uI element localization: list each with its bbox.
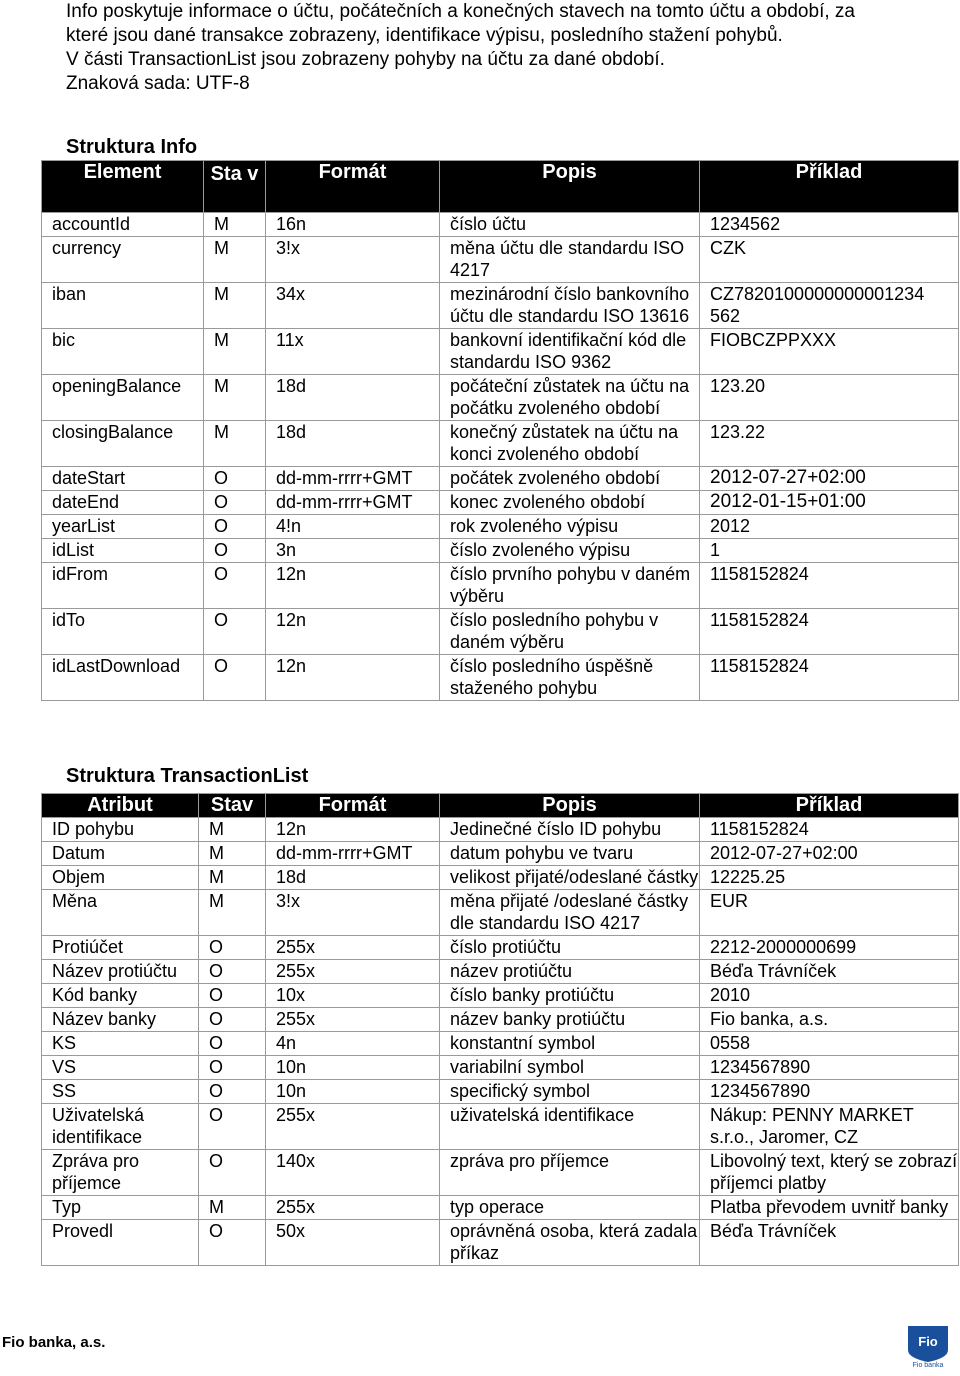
cell-element: dateEnd — [42, 491, 204, 515]
table-row — [42, 237, 959, 283]
table-row — [42, 655, 959, 701]
tx-header-row — [42, 794, 959, 818]
table-row — [42, 1008, 959, 1032]
info-section-title: Struktura Info — [66, 136, 198, 158]
cell-popis: bankovní identifikační kód dle standardu ISO 9362 — [440, 329, 700, 375]
cell-priklad: 1234567890 — [700, 1056, 959, 1080]
table-row — [42, 1104, 959, 1150]
cell-element: openingBalance — [42, 375, 204, 421]
cell-popis: velikost přijaté/odeslané částky — [440, 866, 700, 890]
cell-element: currency — [42, 237, 204, 283]
cell-atribut: Typ — [42, 1196, 199, 1220]
cell-stav: M — [199, 842, 266, 866]
cell-stav: M — [204, 213, 266, 237]
cell-atribut: Provedl — [42, 1220, 199, 1266]
table-row — [42, 375, 959, 421]
cell-popis: konec zvoleného období — [440, 491, 700, 515]
cell-format: 34x — [266, 283, 440, 329]
cell-format: 12n — [266, 609, 440, 655]
cell-popis: mezinárodní číslo bankovního účtu dle standardu ISO 13616 — [440, 283, 700, 329]
cell-stav: O — [199, 960, 266, 984]
cell-stav: O — [204, 467, 266, 491]
cell-priklad: 1158152824 — [700, 655, 959, 701]
table-row — [42, 842, 959, 866]
cell-format: 50x — [266, 1220, 440, 1266]
cell-format: 11x — [266, 329, 440, 375]
cell-priklad: EUR — [700, 890, 959, 936]
intro-line: Info poskytuje informace o účtu, počátečních a konečných stavech na tomto účtu a období, za — [66, 1, 855, 22]
cell-stav: O — [204, 515, 266, 539]
table-row — [42, 1220, 959, 1266]
cell-format: dd-mm-rrrr+GMT — [266, 491, 440, 515]
cell-priklad: 1158152824 — [700, 563, 959, 609]
cell-element: closingBalance — [42, 421, 204, 467]
cell-format: 3!x — [266, 890, 440, 936]
cell-popis: datum pohybu ve tvaru — [440, 842, 700, 866]
intro-charset-line: Znaková sada: UTF-8 — [66, 73, 250, 94]
cell-atribut: Objem — [42, 866, 199, 890]
cell-stav: O — [199, 984, 266, 1008]
cell-element: iban — [42, 283, 204, 329]
cell-priklad: 123.20 — [700, 375, 959, 421]
cell-atribut: Měna — [42, 890, 199, 936]
cell-format: 12n — [266, 818, 440, 842]
cell-atribut: SS — [42, 1080, 199, 1104]
cell-stav: O — [204, 563, 266, 609]
cell-stav: M — [199, 818, 266, 842]
info-table-body — [42, 213, 959, 701]
cell-priklad: Fio banka, a.s. — [700, 1008, 959, 1032]
cell-format: 10n — [266, 1056, 440, 1080]
cell-priklad: 1158152824 — [700, 609, 959, 655]
header-priklad: Příklad — [700, 794, 959, 818]
cell-priklad: CZK — [700, 237, 959, 283]
header-format: Formát — [266, 794, 440, 818]
cell-popis: typ operace — [440, 1196, 700, 1220]
cell-element: yearList — [42, 515, 204, 539]
cell-element: dateStart — [42, 467, 204, 491]
cell-format: 255x — [266, 936, 440, 960]
cell-popis: číslo protiúčtu — [440, 936, 700, 960]
cell-priklad: 1 — [700, 539, 959, 563]
cell-popis: počátek zvoleného období — [440, 467, 700, 491]
cell-popis: konstantní symbol — [440, 1032, 700, 1056]
cell-stav: O — [204, 655, 266, 701]
cell-format: 255x — [266, 1196, 440, 1220]
table-row — [42, 539, 959, 563]
cell-stav: O — [199, 1104, 266, 1150]
intro-text — [66, 0, 946, 96]
cell-priklad: 0558 — [700, 1032, 959, 1056]
cell-priklad: 2010 — [700, 984, 959, 1008]
cell-priklad: 123.22 — [700, 421, 959, 467]
cell-popis: název banky protiúčtu — [440, 1008, 700, 1032]
table-row — [42, 329, 959, 375]
cell-atribut: ID pohybu — [42, 818, 199, 842]
cell-atribut: Uživatelská identifikace — [42, 1104, 199, 1150]
cell-popis: číslo účtu — [440, 213, 700, 237]
info-header-row — [42, 161, 959, 213]
info-structure-table — [41, 160, 959, 701]
cell-priklad: Béďa Trávníček — [700, 960, 959, 984]
cell-atribut: Název protiúčtu — [42, 960, 199, 984]
cell-format: 4n — [266, 1032, 440, 1056]
cell-popis: konečný zůstatek na účtu na konci zvoleného období — [440, 421, 700, 467]
table-row — [42, 283, 959, 329]
cell-stav: O — [199, 936, 266, 960]
cell-popis: číslo zvoleného výpisu — [440, 539, 700, 563]
fio-bank-logo — [902, 1320, 954, 1368]
cell-format: 18d — [266, 421, 440, 467]
cell-stav: O — [199, 1080, 266, 1104]
table-row — [42, 1032, 959, 1056]
cell-format: dd-mm-rrrr+GMT — [266, 842, 440, 866]
cell-popis: měna účtu dle standardu ISO 4217 — [440, 237, 700, 283]
cell-format: 16n — [266, 213, 440, 237]
cell-stav: M — [199, 866, 266, 890]
cell-priklad: Platba převodem uvnitř banky — [700, 1196, 959, 1220]
table-row — [42, 515, 959, 539]
cell-atribut: Zpráva pro příjemce — [42, 1150, 199, 1196]
cell-stav: M — [199, 890, 266, 936]
cell-popis: název protiúčtu — [440, 960, 700, 984]
cell-popis: počáteční zůstatek na účtu na počátku zvoleného období — [440, 375, 700, 421]
cell-atribut: Datum — [42, 842, 199, 866]
transactionlist-section-title: Struktura TransactionList — [66, 765, 309, 787]
cell-stav: M — [204, 329, 266, 375]
intro-line: V části TransactionList jsou zobrazeny pohyby na účtu za dané období. — [66, 49, 665, 70]
cell-priklad: CZ7820100000000001234 562 — [700, 283, 959, 329]
cell-atribut: KS — [42, 1032, 199, 1056]
cell-format: 255x — [266, 1008, 440, 1032]
logo-caption: Fio banka — [912, 1362, 944, 1368]
cell-format: 18d — [266, 375, 440, 421]
cell-stav: O — [204, 609, 266, 655]
cell-popis: specifický symbol — [440, 1080, 700, 1104]
header-format: Formát — [266, 161, 440, 213]
table-row — [42, 1150, 959, 1196]
cell-stav: O — [199, 1220, 266, 1266]
cell-priklad: 1234562 — [700, 213, 959, 237]
cell-popis: měna přijaté /odeslané částky dle standardu ISO 4217 — [440, 890, 700, 936]
cell-popis: číslo posledního pohybu v daném výběru — [440, 609, 700, 655]
cell-element: idTo — [42, 609, 204, 655]
table-row — [42, 960, 959, 984]
cell-popis: číslo banky protiúčtu — [440, 984, 700, 1008]
table-row — [42, 936, 959, 960]
table-row — [42, 984, 959, 1008]
header-element: Element — [42, 161, 204, 213]
cell-popis: variabilní symbol — [440, 1056, 700, 1080]
cell-popis: číslo prvního pohybu v daném výběru — [440, 563, 700, 609]
transactionlist-structure-table — [41, 793, 959, 1266]
logo-text: Fio — [918, 1334, 938, 1349]
cell-stav: M — [204, 237, 266, 283]
cell-format: 3!x — [266, 237, 440, 283]
cell-format: 10n — [266, 1080, 440, 1104]
table-row — [42, 563, 959, 609]
table-row — [42, 1080, 959, 1104]
table-row — [42, 467, 959, 491]
cell-format: 3n — [266, 539, 440, 563]
header-priklad: Příklad — [700, 161, 959, 213]
cell-format: 18d — [266, 866, 440, 890]
cell-format: 10x — [266, 984, 440, 1008]
table-row — [42, 1056, 959, 1080]
cell-stav: M — [199, 1196, 266, 1220]
header-popis: Popis — [440, 794, 700, 818]
table-row — [42, 609, 959, 655]
cell-priklad: 2012-07-27+02:00 — [700, 842, 959, 866]
cell-priklad: 2012-01-15+01:00 — [700, 491, 959, 515]
table-row — [42, 421, 959, 467]
cell-atribut: VS — [42, 1056, 199, 1080]
cell-popis: rok zvoleného výpisu — [440, 515, 700, 539]
table-row — [42, 213, 959, 237]
cell-atribut: Kód banky — [42, 984, 199, 1008]
cell-priklad: 1158152824 — [700, 818, 959, 842]
intro-line: které jsou dané transakce zobrazeny, identifikace výpisu, posledního stažení pohybů. — [66, 25, 783, 46]
cell-element: accountId — [42, 213, 204, 237]
cell-format: 140x — [266, 1150, 440, 1196]
cell-stav: O — [199, 1032, 266, 1056]
tx-table-body — [42, 818, 959, 1266]
cell-priklad: 2212-2000000699 — [700, 936, 959, 960]
cell-stav: M — [204, 421, 266, 467]
cell-format: 12n — [266, 563, 440, 609]
cell-format: 255x — [266, 960, 440, 984]
cell-stav: M — [204, 283, 266, 329]
table-row — [42, 890, 959, 936]
header-stav: Sta v — [204, 161, 266, 213]
cell-stav: O — [204, 539, 266, 563]
header-stav: Stav — [199, 794, 266, 818]
cell-priklad: Nákup: PENNY MARKET s.r.o., Jaromer, CZ — [700, 1104, 959, 1150]
cell-popis: číslo posledního úspěšně staženého pohybu — [440, 655, 700, 701]
table-row — [42, 866, 959, 890]
cell-element: bic — [42, 329, 204, 375]
cell-format: 255x — [266, 1104, 440, 1150]
cell-format: 12n — [266, 655, 440, 701]
cell-priklad: 2012 — [700, 515, 959, 539]
cell-format: 4!n — [266, 515, 440, 539]
cell-priklad: 2012-07-27+02:00 — [700, 467, 959, 491]
cell-priklad: 1234567890 — [700, 1080, 959, 1104]
cell-priklad: Béďa Trávníček — [700, 1220, 959, 1266]
cell-priklad: Libovolný text, který se zobrazí příjemci platby — [700, 1150, 959, 1196]
cell-format: dd-mm-rrrr+GMT — [266, 467, 440, 491]
cell-element: idFrom — [42, 563, 204, 609]
cell-element: idLastDownload — [42, 655, 204, 701]
header-atribut: Atribut — [42, 794, 199, 818]
cell-stav: O — [199, 1150, 266, 1196]
table-row — [42, 491, 959, 515]
table-row — [42, 818, 959, 842]
cell-popis: Jedinečné číslo ID pohybu — [440, 818, 700, 842]
cell-atribut: Protiúčet — [42, 936, 199, 960]
cell-stav: O — [199, 1008, 266, 1032]
header-popis: Popis — [440, 161, 700, 213]
cell-priklad: FIOBCZPPXXX — [700, 329, 959, 375]
cell-atribut: Název banky — [42, 1008, 199, 1032]
cell-popis: uživatelská identifikace — [440, 1104, 700, 1150]
footer-company: Fio banka, a.s. — [2, 1334, 106, 1351]
cell-stav: O — [204, 491, 266, 515]
cell-priklad: 12225.25 — [700, 866, 959, 890]
cell-stav: M — [204, 375, 266, 421]
cell-popis: zpráva pro příjemce — [440, 1150, 700, 1196]
cell-stav: O — [199, 1056, 266, 1080]
cell-element: idList — [42, 539, 204, 563]
table-row — [42, 1196, 959, 1220]
cell-popis: oprávněná osoba, která zadala příkaz — [440, 1220, 700, 1266]
